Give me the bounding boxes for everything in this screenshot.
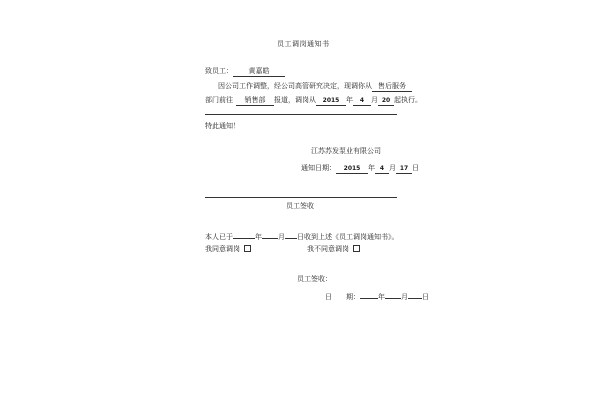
receipt-date-year-blank[interactable] bbox=[360, 290, 378, 299]
signature-label: 员工签收： bbox=[297, 275, 332, 283]
receipt-title: 员工签收 bbox=[286, 202, 314, 210]
receipt-date-year-label: 年 bbox=[378, 293, 385, 301]
receipt-line bbox=[205, 230, 399, 242]
agree-checkbox[interactable] bbox=[244, 245, 251, 252]
notice-day-label: 日 bbox=[412, 164, 419, 172]
receipt-year-blank[interactable] bbox=[233, 230, 255, 239]
start-year: 2015 bbox=[316, 96, 346, 106]
receipt-divider bbox=[205, 197, 397, 198]
special-notice: 特此通知！ bbox=[205, 122, 240, 130]
body-line-2-end: 起执行。 bbox=[394, 96, 422, 104]
employee-name: 黄嘉皓 bbox=[233, 67, 285, 77]
signature-field[interactable] bbox=[297, 275, 332, 284]
start-month-label: 月 bbox=[371, 96, 378, 104]
receipt-date-day-blank[interactable] bbox=[408, 290, 422, 299]
from-department: 售后服务 bbox=[372, 82, 412, 92]
notice-date bbox=[301, 164, 419, 174]
body-line-2-middle: 报道，调岗从 bbox=[274, 96, 316, 104]
company-name: 江苏苏发泵业有限公司 bbox=[311, 147, 381, 155]
receipt-date-label: 日 期： bbox=[325, 293, 360, 301]
disagree-checkbox[interactable] bbox=[353, 245, 360, 252]
notice-year: 2015 bbox=[336, 164, 368, 174]
receipt-date-month-blank[interactable] bbox=[385, 290, 401, 299]
body-line-1-text: 因公司工作调整，经公司高管研究决定，现调你从 bbox=[218, 82, 372, 90]
receipt-date-month-label: 月 bbox=[401, 293, 408, 301]
disagree-label: 我不同意调岗 bbox=[307, 245, 349, 253]
agree-label: 我同意调岗 bbox=[205, 245, 240, 253]
notice-year-label: 年 bbox=[368, 164, 375, 172]
receipt-month-label: 月 bbox=[278, 233, 285, 241]
receipt-date bbox=[325, 290, 429, 302]
receipt-line-prefix: 本人已于 bbox=[205, 233, 233, 241]
notice-date-label: 通知日期： bbox=[301, 164, 336, 172]
receipt-line-end: 日收到上述《员工调岗通知书》。 bbox=[297, 233, 399, 241]
receipt-day-blank[interactable] bbox=[285, 230, 297, 239]
notice-month-label: 月 bbox=[389, 164, 396, 172]
body-line-1 bbox=[218, 82, 412, 92]
body-divider bbox=[205, 114, 397, 115]
notice-month: 4 bbox=[375, 164, 389, 174]
start-month: 4 bbox=[353, 96, 371, 106]
receipt-year-label: 年 bbox=[255, 233, 262, 241]
body-line-2-prefix: 部门前往 bbox=[205, 96, 233, 104]
disagree-option[interactable] bbox=[307, 245, 360, 254]
body-line-2 bbox=[205, 96, 422, 106]
receipt-date-day-label: 日 bbox=[422, 293, 429, 301]
notice-day: 17 bbox=[396, 164, 412, 174]
start-year-label: 年 bbox=[346, 96, 353, 104]
document-page bbox=[165, 18, 435, 394]
agree-option[interactable] bbox=[205, 245, 251, 254]
start-day: 20 bbox=[378, 96, 394, 106]
salutation-prefix: 致员工： bbox=[205, 67, 233, 75]
to-department: 销售部 bbox=[236, 96, 274, 106]
notice-title: 员工调岗通知书 bbox=[277, 40, 330, 48]
salutation bbox=[205, 67, 285, 77]
receipt-month-blank[interactable] bbox=[262, 230, 278, 239]
